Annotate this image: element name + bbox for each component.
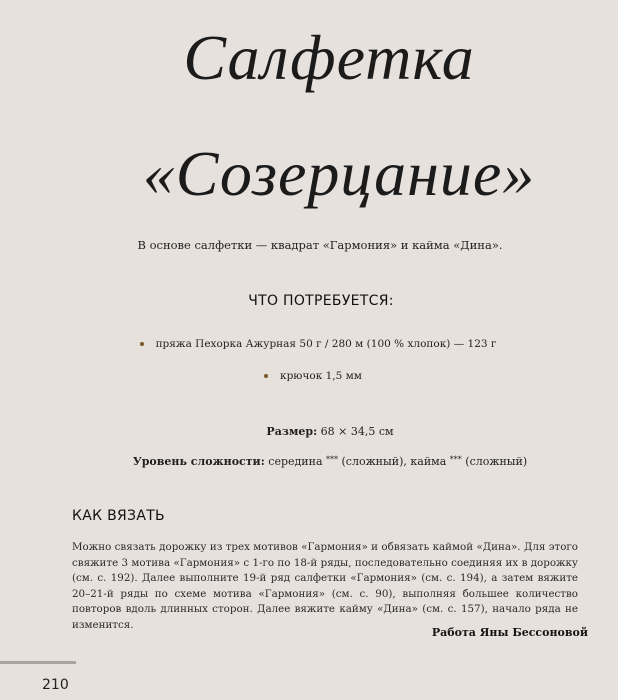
difficulty-line	[0, 455, 618, 468]
page-number: 210	[42, 677, 69, 693]
difficulty-rating-1: (сложный),	[341, 455, 407, 468]
intro-text: В основе салфетки — квадрат «Гармония» и кайма «Дина».	[137, 238, 503, 252]
difficulty-part-1: середина	[268, 455, 323, 468]
size-line	[0, 425, 618, 438]
bullet-icon	[264, 374, 268, 378]
how-to-heading: КАК ВЯЗАТЬ	[72, 508, 165, 524]
difficulty-stars-2: ***	[449, 455, 462, 464]
materials-item	[0, 338, 618, 350]
title-line-1: Салфетка	[183, 22, 475, 93]
author-credit: Работа Яны Бессоновой	[431, 626, 588, 639]
page-bar-divider	[0, 661, 76, 664]
difficulty-rating-2: (сложный)	[465, 455, 528, 468]
title-line-2: «Созерцание»	[142, 138, 536, 209]
materials-item-text: крючок 1,5 мм	[280, 370, 362, 382]
materials-heading: ЧТО ПОТРЕБУЕТСЯ:	[248, 293, 394, 309]
materials-item-text: пряжа Пехорка Ажурная 50 г / 280 м (100 % хлопок) — 123 г	[155, 338, 497, 350]
size-label: Размер:	[266, 425, 318, 438]
materials-item	[0, 370, 618, 382]
difficulty-stars-1: ***	[326, 455, 338, 464]
bullet-icon	[140, 342, 144, 346]
how-to-text: Можно связать дорожку из трех мотивов «Гармония» и обвязать каймой «Дина». Для этого свяжите 3 мотива «Гармония» с 1-го по 18-й ряды, последовательно соединяя их в дорожку (см. с. 192). Далее выполните 19-й ряд салфетки «Гармония» (см. с. 194), а затем вяжите 20–21-й ряды по схеме мотива «Гармония» (см. с. 90), выполняя большее количество повторов вдоль длинных сторон. Далее вяжите кайму «Дина» (см. с. 157), начало ряда не изменится.	[72, 541, 578, 631]
difficulty-label: Уровень сложности:	[132, 455, 265, 468]
size-value: 68 × 34,5 см	[320, 425, 394, 438]
difficulty-part-2: кайма	[410, 455, 447, 468]
